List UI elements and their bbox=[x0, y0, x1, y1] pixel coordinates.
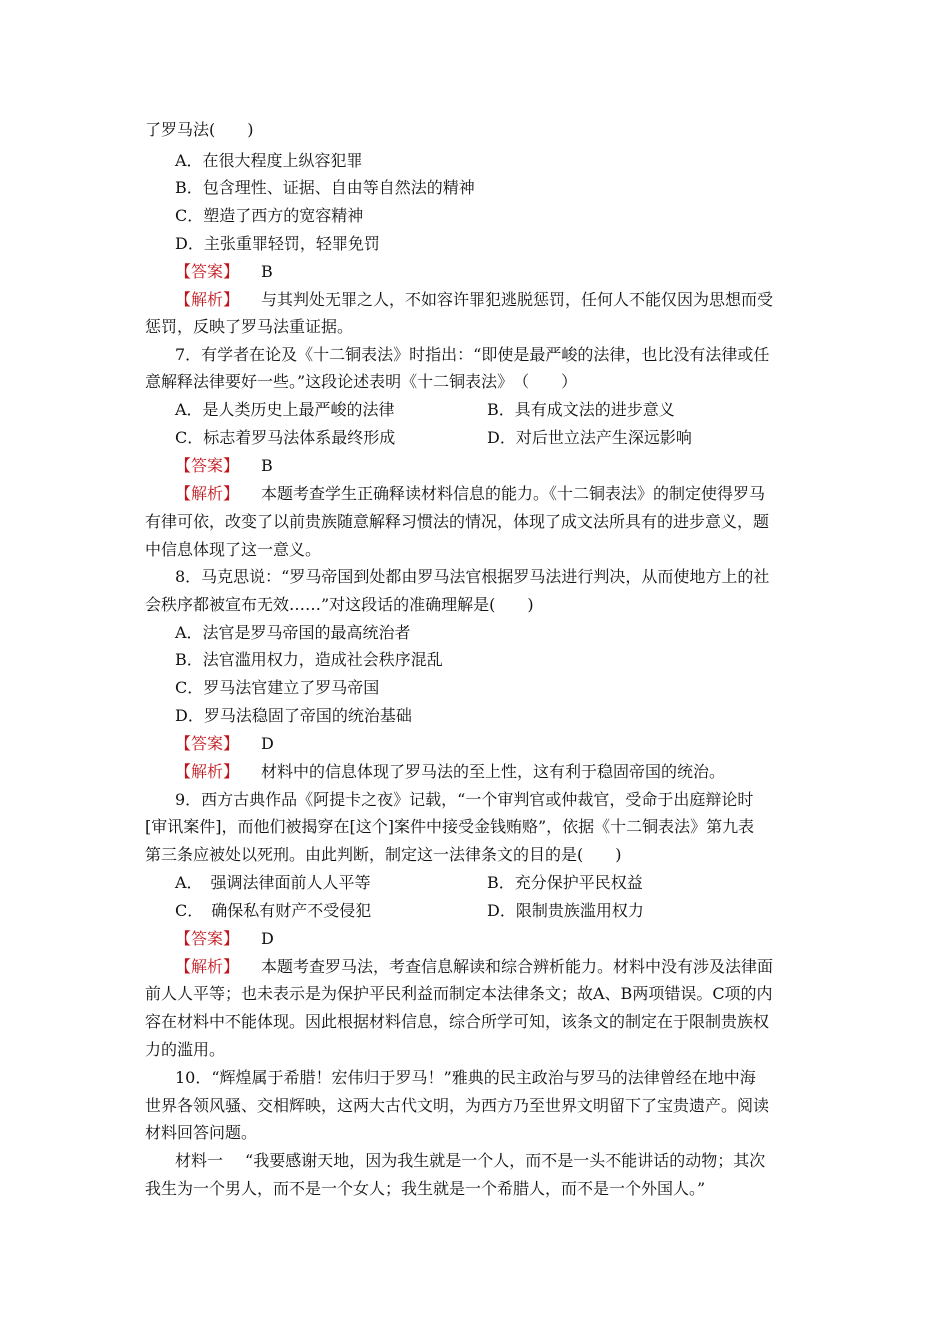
analysis-label: 【解析】 bbox=[175, 290, 240, 309]
q8-option-c: C．罗马法官建立了罗马帝国 bbox=[175, 678, 380, 697]
q10-material-line: 我生为一个男人，而不是一个女人；我生就是一个希腊人，而不是一个外国人。” bbox=[145, 1179, 706, 1198]
q9-answer-row bbox=[175, 929, 274, 949]
q9-stem-line: [审讯案件]，而他们被揭穿在[这个]案件中接受金钱贿赂”，依据《十二铜表法》第九表 bbox=[145, 817, 755, 836]
q9-option-d: D．限制贵族滥用权力 bbox=[487, 901, 644, 920]
q6-option-d: D．主张重罪轻罚，轻罪免罚 bbox=[175, 234, 380, 253]
q6-answer-row bbox=[175, 262, 273, 282]
q10-stem-line: 10．“辉煌属于希腊！宏伟归于罗马！”雅典的民主政治与罗马的法律曾经在地中海 bbox=[175, 1068, 756, 1087]
q9-option-c: C． 确保私有财产不受侵犯 bbox=[175, 901, 372, 920]
answer-label: 【答案】 bbox=[175, 456, 240, 475]
answer-label: 【答案】 bbox=[175, 929, 240, 948]
answer-value: B bbox=[261, 262, 273, 281]
q7-stem-line: 意解释法律要好一些。”这段论述表明《十二铜表法》 （ ） bbox=[145, 372, 578, 391]
q9-analysis-line: 容在材料中不能体现。因此根据材料信息，综合所学可知，该条文的制定在于限制贵族权 bbox=[145, 1012, 770, 1031]
q7-option-b: B．具有成文法的进步意义 bbox=[487, 400, 675, 419]
q8-stem-line: 8．马克思说：“罗马帝国到处都由罗马法官根据罗马法进行判决，从而使地方上的社 bbox=[175, 567, 770, 586]
q8-stem-line: 会秩序都被宣布无效……”对这段话的准确理解是( ) bbox=[145, 595, 534, 614]
q6-option-c: C．塑造了西方的宽容精神 bbox=[175, 206, 364, 225]
q9-stem-line: 第三条应被处以死刑。由此判断，制定这一法律条文的目的是( ) bbox=[145, 845, 622, 864]
analysis-text: 与其判处无罪之人，不如容许罪犯逃脱惩罚，任何人不能仅因为思想而受 bbox=[261, 290, 774, 309]
q6-option-a: A．在很大程度上纵容犯罪 bbox=[175, 151, 363, 170]
q10-stem-line: 世界各领风骚、交相辉映，这两大古代文明，为西方乃至世界文明留下了宝贵遗产。阅读 bbox=[145, 1096, 770, 1115]
q6-analysis-row bbox=[175, 290, 773, 310]
q9-stem-line: 9．西方古典作品《阿提卡之夜》记载，“一个审判官或仲裁官，受命于出庭辩论时 bbox=[175, 790, 754, 809]
q8-option-a: A．法官是罗马帝国的最高统治者 bbox=[175, 623, 411, 642]
q7-option-c: C．标志着罗马法体系最终形成 bbox=[175, 428, 396, 447]
analysis-label: 【解析】 bbox=[175, 762, 240, 781]
answer-value: D bbox=[261, 734, 274, 753]
q7-answer-row bbox=[175, 456, 273, 476]
q9-analysis-row bbox=[175, 957, 773, 977]
analysis-label: 【解析】 bbox=[175, 484, 240, 503]
analysis-text: 材料中的信息体现了罗马法的至上性，这有利于稳固帝国的统治。 bbox=[261, 762, 726, 781]
q10-material-row bbox=[175, 1151, 765, 1171]
q6-option-b: B．包含理性、证据、自由等自然法的精神 bbox=[175, 178, 475, 197]
q9-option-b: B．充分保护平民权益 bbox=[487, 873, 643, 892]
analysis-label: 【解析】 bbox=[175, 957, 240, 976]
q8-answer-row bbox=[175, 734, 274, 754]
q9-analysis-line: 力的滥用。 bbox=[145, 1040, 226, 1059]
q7-stem-line: 7．有学者在论及《十二铜表法》时指出：“即使是最严峻的法律，也比没有法律或任 bbox=[175, 345, 770, 364]
q8-analysis-row bbox=[175, 762, 725, 782]
answer-label: 【答案】 bbox=[175, 262, 240, 281]
q6-analysis-line: 惩罚，反映了罗马法重证据。 bbox=[145, 317, 354, 336]
answer-value: D bbox=[261, 929, 274, 948]
q7-option-a: A．是人类历史上最严峻的法律 bbox=[175, 400, 395, 419]
analysis-text: 本题考查罗马法，考查信息解读和综合辨析能力。材料中没有涉及法律面 bbox=[261, 957, 774, 976]
q9-analysis-line: 前人人平等；也未表示是为保护平民利益而制定本法律条文；故A、B两项错误。C项的内 bbox=[145, 984, 773, 1003]
material-text: “我要感谢天地，因为我生就是一个人，而不是一头不能讲话的动物；其次 bbox=[245, 1151, 766, 1170]
answer-value: B bbox=[261, 456, 273, 475]
analysis-text: 本题考查学生正确释读材料信息的能力。《十二铜表法》的制定使得罗马 bbox=[261, 484, 766, 503]
q9-option-a: A． 强调法律面前人人平等 bbox=[175, 873, 371, 892]
material-label: 材料一 bbox=[175, 1151, 224, 1170]
q8-option-d: D．罗马法稳固了帝国的统治基础 bbox=[175, 706, 412, 725]
q6-stem-end: 了罗马法( ) bbox=[145, 120, 254, 139]
q8-option-b: B．法官滥用权力，造成社会秩序混乱 bbox=[175, 650, 443, 669]
q10-stem-line: 材料回答问题。 bbox=[145, 1123, 258, 1142]
answer-label: 【答案】 bbox=[175, 734, 240, 753]
q7-option-d: D．对后世立法产生深远影响 bbox=[487, 428, 692, 447]
q7-analysis-line: 中信息体现了这一意义。 bbox=[145, 540, 322, 559]
q7-analysis-row bbox=[175, 484, 765, 504]
q7-analysis-line: 有律可依，改变了以前贵族随意解释习惯法的情况，体现了成文法所具有的进步意义，题 bbox=[145, 512, 770, 531]
